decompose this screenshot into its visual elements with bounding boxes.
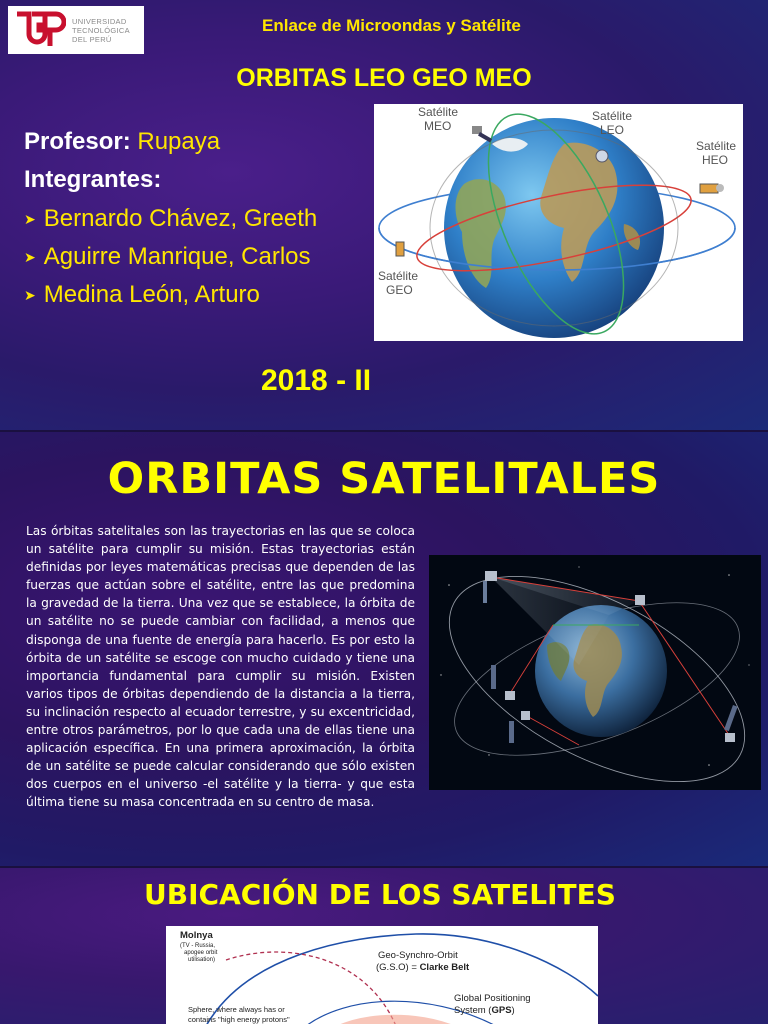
utp-logo	[8, 6, 144, 54]
member-name: Medina León, Arturo	[43, 281, 260, 308]
member-item	[24, 276, 317, 314]
leo-label-1: Satélite	[592, 109, 633, 123]
meo-label-2: MEO	[424, 119, 452, 133]
leo-label-2: LEO	[600, 123, 625, 137]
slide-title-satellite-orbits: ORBITAS SATELITALES	[107, 454, 661, 504]
professor-name: Rupaya	[137, 128, 221, 155]
member-item	[24, 200, 317, 238]
earth-satellites-image	[429, 555, 761, 790]
member-name: Bernardo Chávez, Greeth	[43, 205, 318, 232]
member-name: Aguirre Manrique, Carlos	[43, 243, 311, 270]
semester: 2018 - II	[261, 364, 372, 397]
molnya-note-3: utilisation)	[188, 957, 216, 963]
gso-label-1: Geo-Synchro-Orbit	[378, 950, 458, 961]
geo-label-2: GEO	[386, 283, 413, 297]
slide-title	[0, 0, 768, 430]
meo-satellite-icon	[472, 126, 492, 142]
heo-label-1: Satélite	[696, 139, 737, 153]
logo-line: TECNOLÓGICA	[72, 25, 130, 35]
members-list	[24, 200, 317, 314]
molnya-note-2: apogee orbit	[184, 950, 218, 956]
course-name: Enlace de Microondas y Satélite	[262, 16, 521, 35]
professor	[24, 128, 220, 156]
orbit-altitude-diagram	[166, 926, 598, 1024]
geo-satellite-icon	[396, 242, 404, 256]
heo-satellite-icon	[700, 184, 724, 193]
heo-label-2: HEO	[702, 153, 729, 167]
orbits-paragraph: Las órbitas satelitales son las trayectorias en las que se coloca un satélite para cumplir su misión. Estas trayectorias están definidas por leyes matemáticas precisas que dependen de las fuerzas que actúan sobre el satélite, entre las que predomina la gravedad de la tierra. Una vez que se establece, la órbita de un satélite no se puede cambiar con facilidad, a menos que disponga de una fuente de energía para hacerlo. Es por esto la órbita de un satélite se escoge con mucho cuidado y tiene una importancia fundamental para cumplir su misión. Existen varios tipos de órbitas dependiendo de la distancia a la tierra, su inclinación respecto al ecuador terrestre, y su excentricidad, entre otros parámetros, por lo que cada una de ellas tiene una aplicación específica. En una primera aproximación, la órbita de un satélite se puede calcular considerando que sólo existen dos cuerpos en el universo -el satélite y la tierra- y que esta última tiene su masa concentrada en su centro de masa.	[26, 524, 415, 810]
logo-line: DEL PERÚ	[72, 34, 112, 44]
members-label: Integrantes:	[24, 166, 162, 193]
orbits-illustration	[374, 104, 743, 341]
meo-label-1: Satélite	[418, 105, 459, 119]
bullet-arrow-icon: ➤	[24, 210, 36, 227]
sphere-note-2: contains "high energy protons"	[188, 1015, 290, 1024]
slide-title-orbits: ORBITAS LEO GEO MEO	[236, 64, 532, 92]
earth-orbits-image	[374, 104, 743, 341]
molnya-note-1: (TV - Russia,	[180, 943, 216, 949]
member-item	[24, 238, 317, 276]
gps-label-2: System (GPS)	[454, 1005, 515, 1016]
molnya-label: Molnya	[180, 930, 213, 941]
satellite-icon	[635, 595, 645, 605]
geo-label-1: Satélite	[378, 269, 419, 283]
utp-logo-mark	[14, 10, 66, 50]
satellites-space-image	[429, 555, 761, 790]
leo-satellite-icon	[596, 150, 608, 162]
bullet-arrow-icon: ➤	[24, 248, 36, 265]
professor-label: Profesor:	[24, 128, 131, 155]
bullet-arrow-icon: ➤	[24, 286, 36, 303]
logo-line: UNIVERSIDAD	[72, 16, 127, 26]
gso-label-2: (G.S.O) = Clarke Belt	[376, 962, 470, 973]
gps-label-1: Global Positioning	[454, 993, 531, 1004]
orbit-altitude-diagram-svg	[166, 926, 598, 1024]
logo-text	[72, 17, 130, 44]
slide-satellite-location	[0, 868, 768, 1024]
sphere-note-1: Sphere, where always has or	[188, 1005, 285, 1014]
slide-title-satellite-location: UBICACIÓN DE LOS SATELITES	[144, 878, 616, 911]
slide-orbits	[0, 432, 768, 866]
